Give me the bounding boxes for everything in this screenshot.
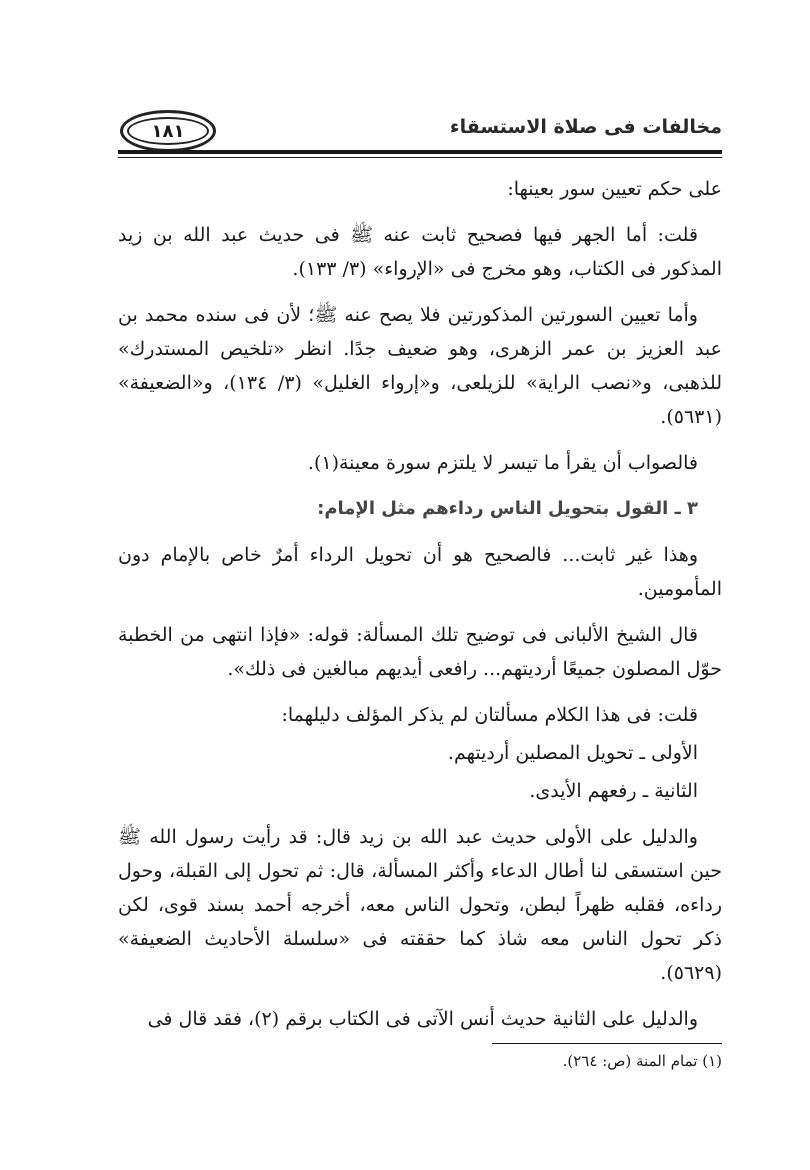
body-text	[118, 172, 722, 1048]
paragraph: الأولى ـ تحويل المصلين أرديتهم.	[447, 742, 698, 764]
paragraph: على حكم تعيين سور بعينها:	[507, 178, 722, 200]
footnote: (١) تمام المنة (ص: ٢٦٤).	[562, 1052, 722, 1070]
running-header-title: مخالفات فى صلاة الاستسقاء	[449, 116, 722, 138]
paragraph: الثانية ـ رفعهم الأيدى.	[529, 780, 698, 802]
paragraph: قلت: أما الجهر فيها فصحيح ثابت عنه ﷺ فى حديث عبد الله بن زيد المذكور فى الكتاب، وهو مخرج فى «الإرواء» (٣/ ١٣٣).	[118, 224, 722, 280]
footnote-rule	[492, 1043, 722, 1044]
section-heading: ٣ ـ القول بتحويل الناس رداءهم مثل الإمام:	[317, 498, 698, 519]
header-rule-thick	[118, 150, 722, 154]
paragraph: فالصواب أن يقرأ ما تيسر لا يلتزم سورة معينة(١).	[307, 452, 698, 474]
paragraph: والدليل على الثانية حديث أنس الآتى فى الكتاب برقم (٢)، فقد قال فى	[147, 1008, 698, 1030]
page-number-badge	[120, 110, 216, 152]
paragraph: قال الشيخ الألبانى فى توضيح تلك المسألة: قوله: «فإذا انتهى من الخطبة حوّل المصلون جميعًا أرديتهم... رافعى أيديهم مبالغين فى ذلك».	[118, 624, 722, 680]
paragraph: قلت: فى هذا الكلام مسألتان لم يذكر المؤلف دليلهما:	[281, 704, 698, 726]
paragraph: وهذا غير ثابت... فالصحيح هو أن تحويل الرداء أمرٌ خاص بالإمام دون المأمومين.	[118, 544, 722, 600]
paragraph: وأما تعيين السورتين المذكورتين فلا يصح عنه ﷺ؛ لأن فى سنده محمد بن عبد العزيز بن عمر الزهرى، وهو ضعيف جدًا. انظر «تلخيص المستدرك» للذهبى، و«نصب الراية» للزيلعى، و«إرواء الغليل» (٣/ ١٣٤)، و«الضعيفة» (٥٦٣١).	[118, 304, 722, 428]
paragraph: والدليل على الأولى حديث عبد الله بن زيد قال: قد رأيت رسول الله ﷺ حين استسقى لنا أطال الدعاء وأكثر المسألة، قال: ثم تحول إلى القبلة، وحول رداءه، فقلبه ظهراً لبطن، وتحول الناس معه، أخرجه أحمد بسند قوى، لكن ذكر تحول الناس معه شاذ كما حققته فى «سلسلة الأحاديث الضعيفة» (٥٦٢٩).	[118, 826, 722, 984]
header-rule-thin	[118, 157, 722, 158]
page-number: ١٨١	[151, 120, 185, 142]
